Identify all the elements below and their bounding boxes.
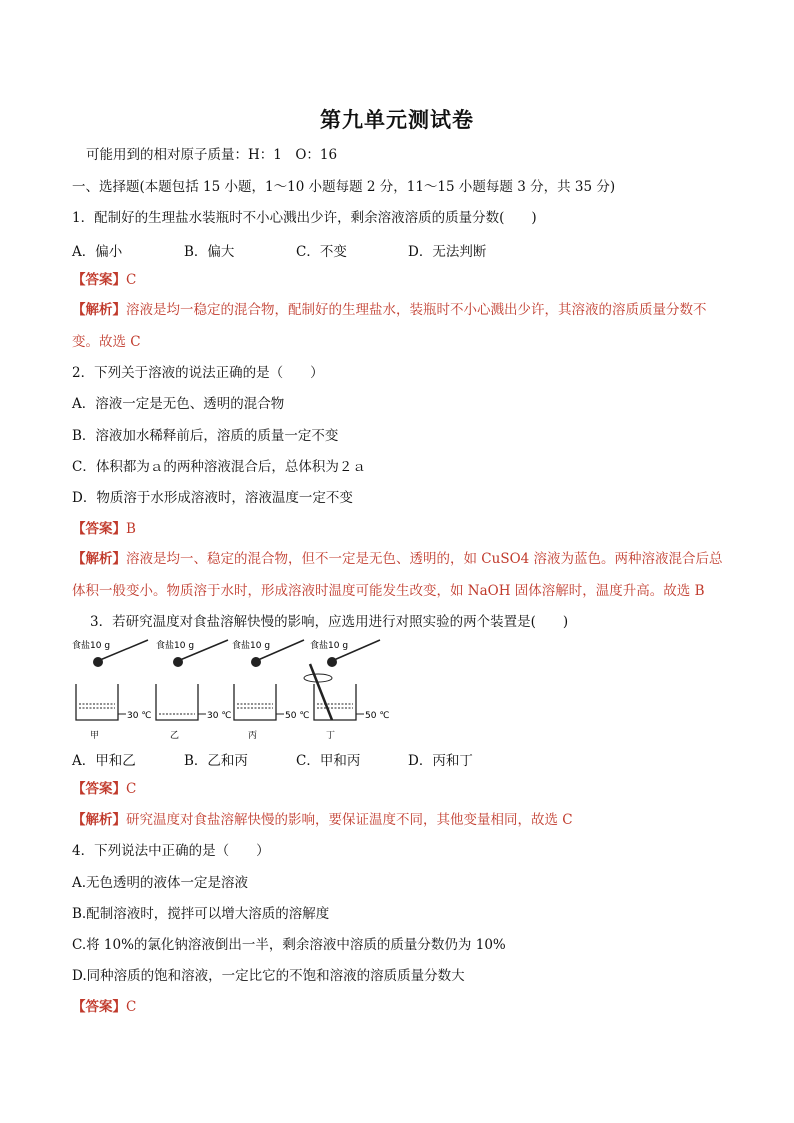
salt-label: 食盐10 g bbox=[72, 641, 111, 651]
spoon-head bbox=[327, 657, 337, 667]
beaker-name: 丁 bbox=[326, 731, 336, 741]
question-2-stem: 2．下列关于溶液的说法正确的是（ ） bbox=[72, 365, 324, 381]
option-a: A．偏小 bbox=[72, 244, 123, 260]
question-4-option-b: B.配制溶液时，搅拌可以增大溶质的溶解度 bbox=[72, 906, 330, 922]
question-2-answer bbox=[72, 520, 732, 538]
option-c: C．不变 bbox=[296, 244, 347, 260]
question-4-answer bbox=[72, 998, 732, 1016]
analysis-tag: 【解析】 bbox=[72, 812, 126, 828]
question-4-option-c: C.将 10%的氯化钠溶液倒出一半，剩余溶液中溶质的质量分数仍为 10% bbox=[72, 937, 506, 953]
question-1-stem: 1．配制好的生理盐水装瓶时不小心溅出少许，剩余溶液溶质的质量分数( ) bbox=[72, 210, 537, 226]
analysis-text: 溶液是均一、稳定的混合物，但不一定是无色、透明的，如 CuSO4 溶液为蓝色。两种溶液混合后总体积一般变小。物质溶于水时，形成溶液时温度可能发生改变，如 NaOH 固体溶解时，温度升高。故选 B bbox=[72, 551, 723, 599]
question-3-stem: 3．若研究温度对食盐溶解快慢的影响，应选用进行对照实验的两个装置是( ) bbox=[90, 614, 569, 630]
option-b: B．偏大 bbox=[184, 244, 235, 260]
beaker-bing bbox=[232, 639, 309, 741]
temp-label: 50 ℃ bbox=[365, 711, 390, 721]
question-4-stem: 4．下列说法中正确的是（ ） bbox=[72, 843, 270, 859]
answer-tag: 【答案】 bbox=[72, 999, 126, 1015]
beaker-glass bbox=[76, 684, 118, 720]
salt-label: 食盐10 g bbox=[310, 641, 349, 651]
question-3-options bbox=[72, 749, 732, 767]
question-2-option-d: D．物质溶于水形成溶液时，溶液温度一定不变 bbox=[72, 490, 353, 506]
question-4-option-a: A.无色透明的液体一定是溶液 bbox=[72, 875, 249, 891]
option-b: B．乙和丙 bbox=[184, 753, 248, 769]
analysis-tag: 【解析】 bbox=[72, 302, 126, 318]
beaker-name: 乙 bbox=[170, 731, 180, 741]
question-4-option-d: D.同种溶质的饱和溶液，一定比它的不饱和溶液的溶质质量分数大 bbox=[72, 968, 465, 984]
question-3-answer bbox=[72, 780, 732, 798]
spoon-head bbox=[93, 657, 103, 667]
beaker-name: 丙 bbox=[248, 731, 258, 741]
beaker-jia bbox=[72, 639, 151, 741]
atomic-mass-note: 可能用到的相对原子质量：H：1 O：16 bbox=[86, 147, 338, 163]
option-a: A．甲和乙 bbox=[72, 753, 136, 769]
stirring-rod bbox=[310, 664, 332, 720]
answer-value: B bbox=[126, 521, 136, 537]
question-2-option-a: A．溶液一定是无色、透明的混合物 bbox=[72, 396, 285, 412]
stir-motion-icon bbox=[304, 674, 332, 682]
option-c: C．甲和丙 bbox=[296, 753, 361, 769]
question-1-analysis bbox=[72, 294, 732, 358]
question-2-analysis bbox=[72, 543, 732, 607]
answer-tag: 【答案】 bbox=[72, 272, 126, 288]
experiment-apparatus-figure bbox=[70, 634, 390, 746]
option-d: D．无法判断 bbox=[408, 244, 487, 260]
question-3-analysis bbox=[72, 811, 732, 829]
question-1-options bbox=[72, 240, 732, 258]
temp-label: 30 ℃ bbox=[127, 711, 152, 721]
answer-tag: 【答案】 bbox=[72, 521, 126, 537]
analysis-text: 溶液是均一稳定的混合物，配制好的生理盐水，装瓶时不小心溅出少许，其溶液的溶质质量分数不变。故选 C bbox=[72, 302, 707, 350]
beaker-glass bbox=[234, 684, 276, 720]
analysis-tag: 【解析】 bbox=[72, 551, 126, 567]
page-title: 第九单元测试卷 bbox=[320, 108, 474, 132]
question-2-option-c: C．体积都为ａ的两种溶液混合后，总体积为２ａ bbox=[72, 459, 366, 475]
answer-value: C bbox=[126, 999, 137, 1015]
answer-value: C bbox=[126, 781, 137, 797]
analysis-text: 研究温度对食盐溶解快慢的影响，要保证温度不同，其他变量相同，故选 C bbox=[126, 812, 573, 828]
temp-label: 30 ℃ bbox=[207, 711, 232, 721]
spoon-head bbox=[173, 657, 183, 667]
salt-label: 食盐10 g bbox=[232, 641, 271, 651]
section-heading: 一、选择题(本题包括 15 小题，1～10 小题每题 2 分，11～15 小题每题 3 分，共 35 分) bbox=[72, 179, 616, 195]
beaker-glass bbox=[156, 684, 198, 720]
beaker-ding bbox=[304, 639, 389, 741]
spoon-head bbox=[251, 657, 261, 667]
beaker-name: 甲 bbox=[90, 731, 100, 741]
salt-label: 食盐10 g bbox=[156, 641, 195, 651]
answer-value: C bbox=[126, 272, 137, 288]
question-1-answer bbox=[72, 271, 732, 289]
answer-tag: 【答案】 bbox=[72, 781, 126, 797]
question-2-option-b: B．溶液加水稀释前后，溶质的质量一定不变 bbox=[72, 428, 339, 444]
temp-label: 50 ℃ bbox=[285, 711, 310, 721]
beaker-yi bbox=[156, 639, 231, 741]
option-d: D．丙和丁 bbox=[408, 753, 473, 769]
